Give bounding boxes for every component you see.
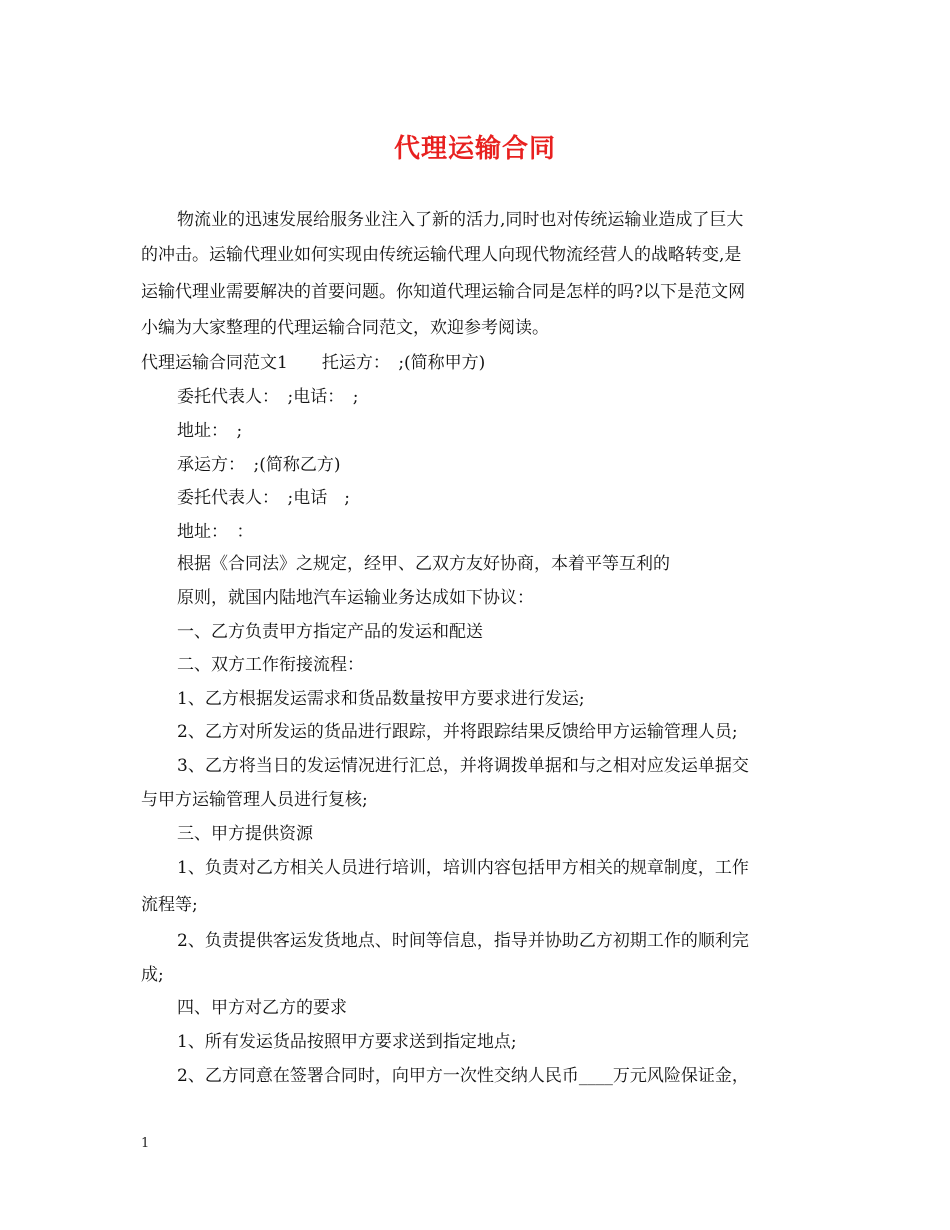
paragraph-line: 原则，就国内陆地汽车运输业务达成如下协议： <box>177 588 534 608</box>
document-title: 代理运输合同 <box>393 134 556 164</box>
paragraph-line: 物流业的迅速发展给服务业注入了新的活力,同时也对传统运输业造成了巨大 <box>177 210 744 230</box>
paragraph-line: 地址： ： <box>177 522 254 542</box>
paragraph-line: 流程等; <box>141 895 198 915</box>
paragraph-line: 三、甲方提供资源 <box>177 824 313 844</box>
paragraph-line: 代理运输合同范文1 托运方： ;(简称甲方) <box>141 353 486 373</box>
paragraph-line: 2、乙方同意在签署合同时，向甲方一次性交纳人民币____万元风险保证金， <box>177 1066 749 1086</box>
paragraph-line: 四、甲方对乙方的要求 <box>177 998 347 1018</box>
paragraph-line: 成; <box>141 965 164 985</box>
page-number: 1 <box>141 1136 150 1151</box>
paragraph-line: 小编为大家整理的代理运输合同范文，欢迎参考阅读。 <box>141 318 549 338</box>
paragraph-line: 与甲方运输管理人员进行复核; <box>141 790 368 810</box>
paragraph-line: 承运方： ;(简称乙方) <box>177 455 341 475</box>
paragraph-line: 委托代表人： ;电话： ; <box>177 387 359 407</box>
paragraph-line: 的冲击。运输代理业如何实现由传统运输代理人向现代物流经营人的战略转变,是 <box>141 245 742 265</box>
paragraph-line: 委托代表人： ;电话 ; <box>177 488 350 508</box>
paragraph-line: 一、乙方负责甲方指定产品的发运和配送 <box>177 622 483 642</box>
paragraph-line: 地址： ; <box>177 421 243 441</box>
paragraph-line: 1、负责对乙方相关人员进行培训，培训内容包括甲方相关的规章制度，工作 <box>177 858 749 878</box>
paragraph-line: 二、双方工作衔接流程： <box>177 655 364 675</box>
paragraph-line: 3、乙方将当日的发运情况进行汇总，并将调拨单据和与之相对应发运单据交 <box>177 756 749 776</box>
paragraph-line: 运输代理业需要解决的首要问题。你知道代理运输合同是怎样的吗?以下是范文网 <box>141 282 746 302</box>
paragraph-line: 根据《合同法》之规定，经甲、乙双方友好协商，本着平等互利的 <box>177 554 670 574</box>
paragraph-line: 1、所有发运货品按照甲方要求送到指定地点; <box>177 1032 517 1052</box>
paragraph-line: 2、乙方对所发运的货品进行跟踪，并将跟踪结果反馈给甲方运输管理人员; <box>177 722 738 742</box>
paragraph-line: 2、负责提供客运发货地点、时间等信息，指导并协助乙方初期工作的顺利完 <box>177 931 749 951</box>
paragraph-line: 1、乙方根据发运需求和货品数量按甲方要求进行发运; <box>177 689 585 709</box>
